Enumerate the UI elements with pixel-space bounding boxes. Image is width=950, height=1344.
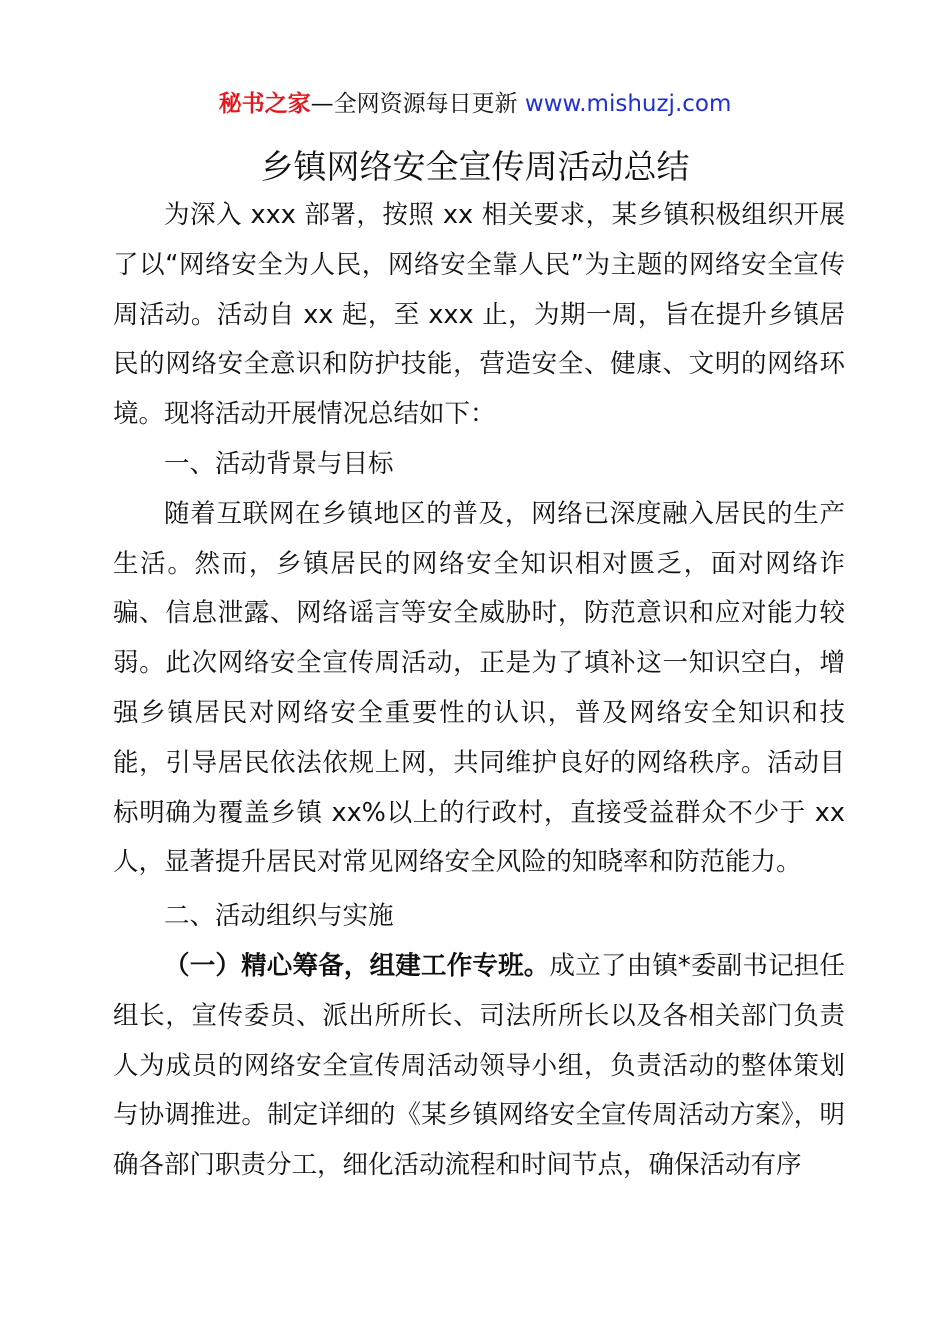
section-2-sub-1-title: （一）精心筹备，组建工作专班。 [164, 950, 550, 981]
site-url-link[interactable]: www.mishuzj.com [524, 91, 732, 117]
site-header [0, 86, 950, 122]
section-2-sub-1-body: 成立了由镇*委副书记担任组长，宣传委员、派出所所长、司法所所长以及各相关部门负责人为成员的网络安全宣传周活动领导小组，负责活动的整体策划与协调推进。制定详细的《某乡镇网络安全宣传周活动方案》，明确各部门职责分工，细化活动流程和时间节点，确保活动有序 [113, 950, 845, 1181]
section-1-heading: 一、活动背景与目标 [164, 448, 394, 479]
intro-paragraph: 为深入 xxx 部署，按照 xx 相关要求，某乡镇积极组织开展了以“网络安全为人民，网络安全靠人民”为主题的网络安全宣传周活动。活动自 xx 起，至 xxx 止，为期一周，旨在提升乡镇居民的网络安全意识和防护技能，营造安全、健康、文明的网络环境。现将活动开展情况总结如下： [113, 200, 845, 430]
section-2-sub-1-paragraph [113, 942, 845, 1191]
brand-name: 秘书之家 [218, 91, 311, 117]
section-1-paragraph: 随着互联网在乡镇地区的普及，网络已深度融入居民的生产生活。然而，乡镇居民的网络安全知识相对匮乏，面对网络诈骗、信息泄露、网络谣言等安全威胁时，防范意识和应对能力较弱。此次网络安全宣传周活动，正是为了填补这一知识空白，增强乡镇居民对网络安全重要性的认识，普及网络安全知识和技能，引导居民依法依规上网，共同维护良好的网络秩序。活动目标明确为覆盖乡镇 xx%以上的行政村，直接受益群众不少于 xx 人，显著提升居民对常见网络安全风险的知晓率和防范能力。 [113, 498, 845, 878]
section-2-heading: 二、活动组织与实施 [164, 901, 394, 932]
document-title: 乡镇网络安全宣传周活动总结 [260, 147, 690, 186]
document-body [113, 191, 845, 1191]
header-tagline: —全网资源每日更新 [310, 91, 525, 117]
